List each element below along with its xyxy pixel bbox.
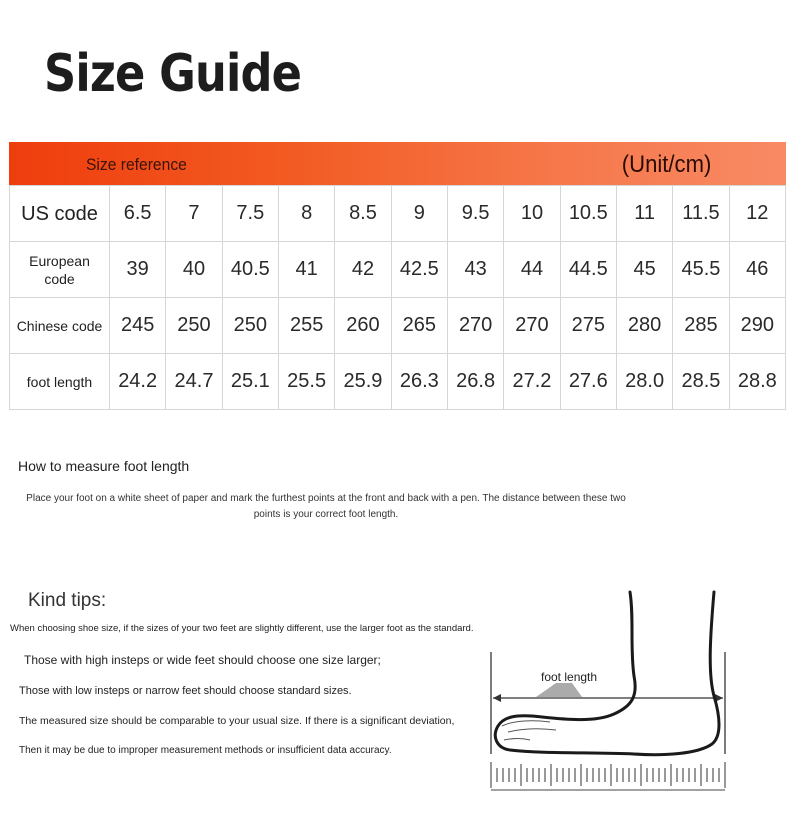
row-header-us-code: US code: [10, 186, 110, 242]
size-table: [9, 185, 786, 410]
us-code-cell: 8.5: [335, 186, 391, 242]
chinese-code-cell: 290: [729, 298, 785, 354]
table-row-chinese-code: [10, 298, 786, 354]
european-code-cell: 44: [504, 242, 560, 298]
table-row-european-code: [10, 242, 786, 298]
size-reference-bar: [9, 142, 786, 185]
us-code-cell: 11: [616, 186, 672, 242]
us-code-cell: 9: [391, 186, 447, 242]
tip-item: Then it may be due to improper measurement methods or insufficient data accuracy.: [19, 745, 392, 756]
table-row-us-code: [10, 186, 786, 242]
foot-length-cell: 26.3: [391, 354, 447, 410]
chinese-code-cell: 250: [222, 298, 278, 354]
foot-length-cell: 26.8: [447, 354, 503, 410]
chinese-code-cell: 285: [673, 298, 729, 354]
chinese-code-cell: 255: [278, 298, 334, 354]
us-code-cell: 8: [278, 186, 334, 242]
foot-length-cell: 24.7: [166, 354, 222, 410]
us-code-cell: 9.5: [447, 186, 503, 242]
us-code-cell: 11.5: [673, 186, 729, 242]
table-row-foot-length: [10, 354, 786, 410]
us-code-cell: 10: [504, 186, 560, 242]
measure-instructions: Place your foot on a white sheet of paper and mark the furthest points at the front and back with a pen. The distance between these two points is your correct foot length.: [26, 493, 626, 520]
european-code-cell: 45: [616, 242, 672, 298]
row-header-foot-length: foot length: [10, 354, 110, 410]
us-code-cell: 7.5: [222, 186, 278, 242]
foot-measure-icon: [484, 588, 734, 800]
foot-length-cell: 28.0: [616, 354, 672, 410]
european-code-cell: 41: [278, 242, 334, 298]
foot-length-cell: 27.6: [560, 354, 616, 410]
tip-item: The measured size should be comparable to your usual size. If there is a significant deviation,: [19, 715, 455, 727]
european-code-cell: 42.5: [391, 242, 447, 298]
page-title: Size Guide: [44, 44, 302, 104]
european-code-cell: 39: [110, 242, 166, 298]
chinese-code-cell: 270: [504, 298, 560, 354]
foot-length-cell: 28.5: [673, 354, 729, 410]
tip-item: When choosing shoe size, if the sizes of your two feet are slightly different, use the larger foot as the standard.: [10, 623, 474, 634]
row-header-european-code: [10, 242, 110, 298]
foot-length-cell: 25.1: [222, 354, 278, 410]
us-code-cell: 12: [729, 186, 785, 242]
chinese-code-cell: 275: [560, 298, 616, 354]
measure-heading: How to measure foot length: [18, 458, 190, 474]
row-header-chinese-code: Chinese code: [10, 298, 110, 354]
chinese-code-cell: 245: [110, 298, 166, 354]
european-code-cell: 45.5: [673, 242, 729, 298]
european-code-cell: 40: [166, 242, 222, 298]
chinese-code-cell: 260: [335, 298, 391, 354]
foot-length-cell: 24.2: [110, 354, 166, 410]
european-code-cell: 40.5: [222, 242, 278, 298]
tips-heading: Kind tips:: [28, 590, 107, 611]
tip-item: Those with low insteps or narrow feet should choose standard sizes.: [19, 685, 352, 697]
foot-length-cell: 25.5: [278, 354, 334, 410]
us-code-cell: 10.5: [560, 186, 616, 242]
tip-item: Those with high insteps or wide feet should choose one size larger;: [24, 653, 381, 667]
unit-label: (Unit/cm): [621, 151, 711, 178]
us-code-cell: 6.5: [110, 186, 166, 242]
size-reference-label: Size reference: [86, 155, 187, 174]
chinese-code-cell: 250: [166, 298, 222, 354]
foot-length-cell: 27.2: [504, 354, 560, 410]
row-header-european-line2: code: [44, 270, 75, 287]
european-code-cell: 46: [729, 242, 785, 298]
chinese-code-cell: 270: [447, 298, 503, 354]
row-header-european-line1: European: [29, 252, 90, 269]
us-code-cell: 7: [166, 186, 222, 242]
foot-length-cell: 25.9: [335, 354, 391, 410]
european-code-cell: 43: [447, 242, 503, 298]
chinese-code-cell: 265: [391, 298, 447, 354]
foot-length-label: foot length: [541, 670, 598, 684]
chinese-code-cell: 280: [616, 298, 672, 354]
foot-length-cell: 28.8: [729, 354, 785, 410]
european-code-cell: 42: [335, 242, 391, 298]
european-code-cell: 44.5: [560, 242, 616, 298]
